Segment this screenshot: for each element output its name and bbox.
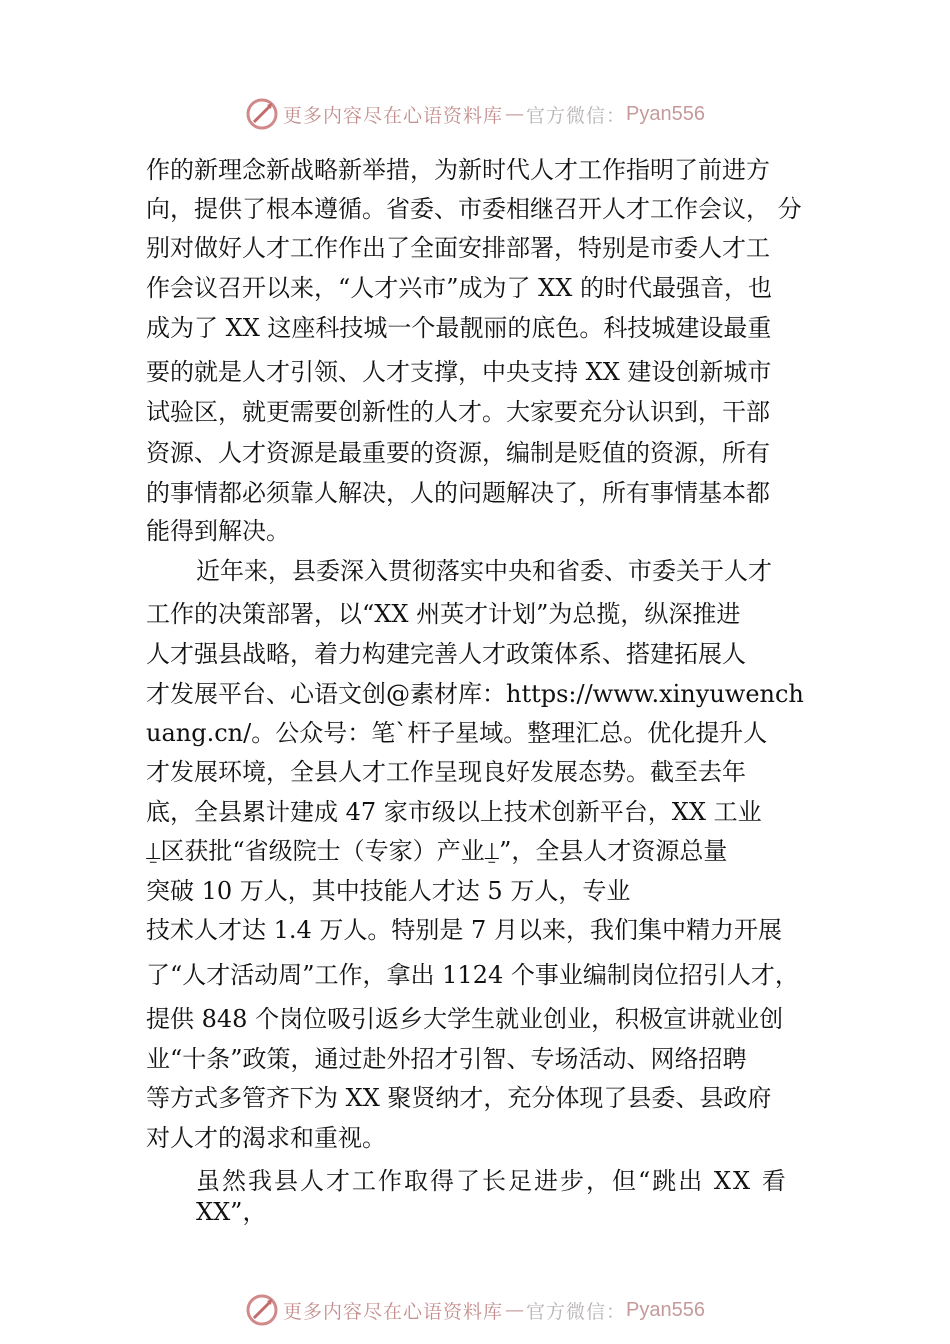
text-line: 向，提供了根本遵循。省委、市委相继召开人才工作会议， 分 <box>146 195 802 223</box>
text-line: 才发展平台、心语文创@素材库：https://www.xinyuwench <box>146 680 804 708</box>
text-line: 了“人才活动周”工作，拿出 1124 个事业编制岗位招引人才， <box>146 961 799 989</box>
brand-logo-icon <box>245 1293 279 1327</box>
watermark-dash: — <box>505 1299 525 1321</box>
text-line: 业“十条”政策，通过赴外招才引智、专场活动、网络招聘 <box>146 1045 747 1073</box>
text-line: 技术人才达 1.4 万人。特别是 7 月以来，我们集中精力开展 <box>146 916 782 944</box>
text-line: 能得到解决。 <box>146 517 290 545</box>
text-line: 对人才的渴求和重视。 <box>146 1124 386 1152</box>
brand-logo-icon <box>245 97 279 131</box>
watermark-dash: — <box>505 103 525 125</box>
watermark-footer <box>0 1290 950 1330</box>
text-line: 资源、人才资源是最重要的资源，编制是贬值的资源，所有 <box>146 439 770 467</box>
text-line: 等方式多管齐下为 XX 聚贤纳才，充分体现了县委、县政府 <box>146 1084 772 1112</box>
text-line: 底，全县累计建成 47 家市级以上技术创新平台，XX 工业 <box>146 798 762 826</box>
text-line: 提供 848 个岗位吸引返乡大学生就业创业，积极宣讲就业创 <box>146 1005 784 1033</box>
text-line: 工作的决策部署，以“XX 州英才计划”为总揽，纵深推进 <box>146 600 741 628</box>
text-line: 成为了 XX 这座科技城一个最靓丽的底色。科技城建设最重 <box>146 314 772 342</box>
text-line: 别对做好人才工作作出了全面安排部署，特别是市委人才工 <box>146 234 770 262</box>
text-line: 作会议召开以来，“人才兴市”成为了 XX 的时代最强音，也 <box>146 274 772 302</box>
text-line: 的事情都必须靠人解决，人的问题解决了，所有事情基本都 <box>146 479 770 507</box>
text-line: 突破 10 万人，其中技能人才达 5 万人，专业 <box>146 877 631 905</box>
text-line: 人才强县战略，着力构建完善人才政策体系、搭建拓展人 <box>146 640 746 668</box>
paragraph-first-line: 虽然我县人才工作取得了长足进步，但“跳出 XX 看 <box>196 1167 788 1195</box>
text-line: ⍊区获批“省级院士（专家）产业⍊”，全县人才资源总量 <box>146 837 728 865</box>
watermark-site: 更多内容尽在心语资料库 <box>283 1300 504 1323</box>
text-line: 才发展环境，全县人才工作呈现良好发展态势。截至去年 <box>146 758 746 786</box>
watermark-wechat-id: Pyan556 <box>626 1298 705 1321</box>
text-line: 作的新理念新战略新举措，为新时代人才工作指明了前进方 <box>146 156 770 184</box>
text-line: XX”， <box>196 1198 267 1226</box>
watermark-header <box>0 94 950 134</box>
text-line: uang.cn/。公众号：笔`杆子星域。整理汇总。优化提升人 <box>146 719 768 747</box>
paragraph-first-line: 近年来，县委深入贯彻落实中央和省委、市委关于人才 <box>196 557 772 585</box>
watermark-wechat-label: 官方微信： <box>526 104 627 127</box>
watermark-wechat-label: 官方微信： <box>526 1300 627 1323</box>
text-line: 要的就是人才引领、人才支撑，中央支持 XX 建设创新城市 <box>146 358 772 386</box>
watermark-wechat-id: Pyan556 <box>626 102 705 125</box>
text-line: 试验区，就更需要创新性的人才。大家要充分认识到，干部 <box>146 398 770 426</box>
watermark-site: 更多内容尽在心语资料库 <box>283 104 504 127</box>
